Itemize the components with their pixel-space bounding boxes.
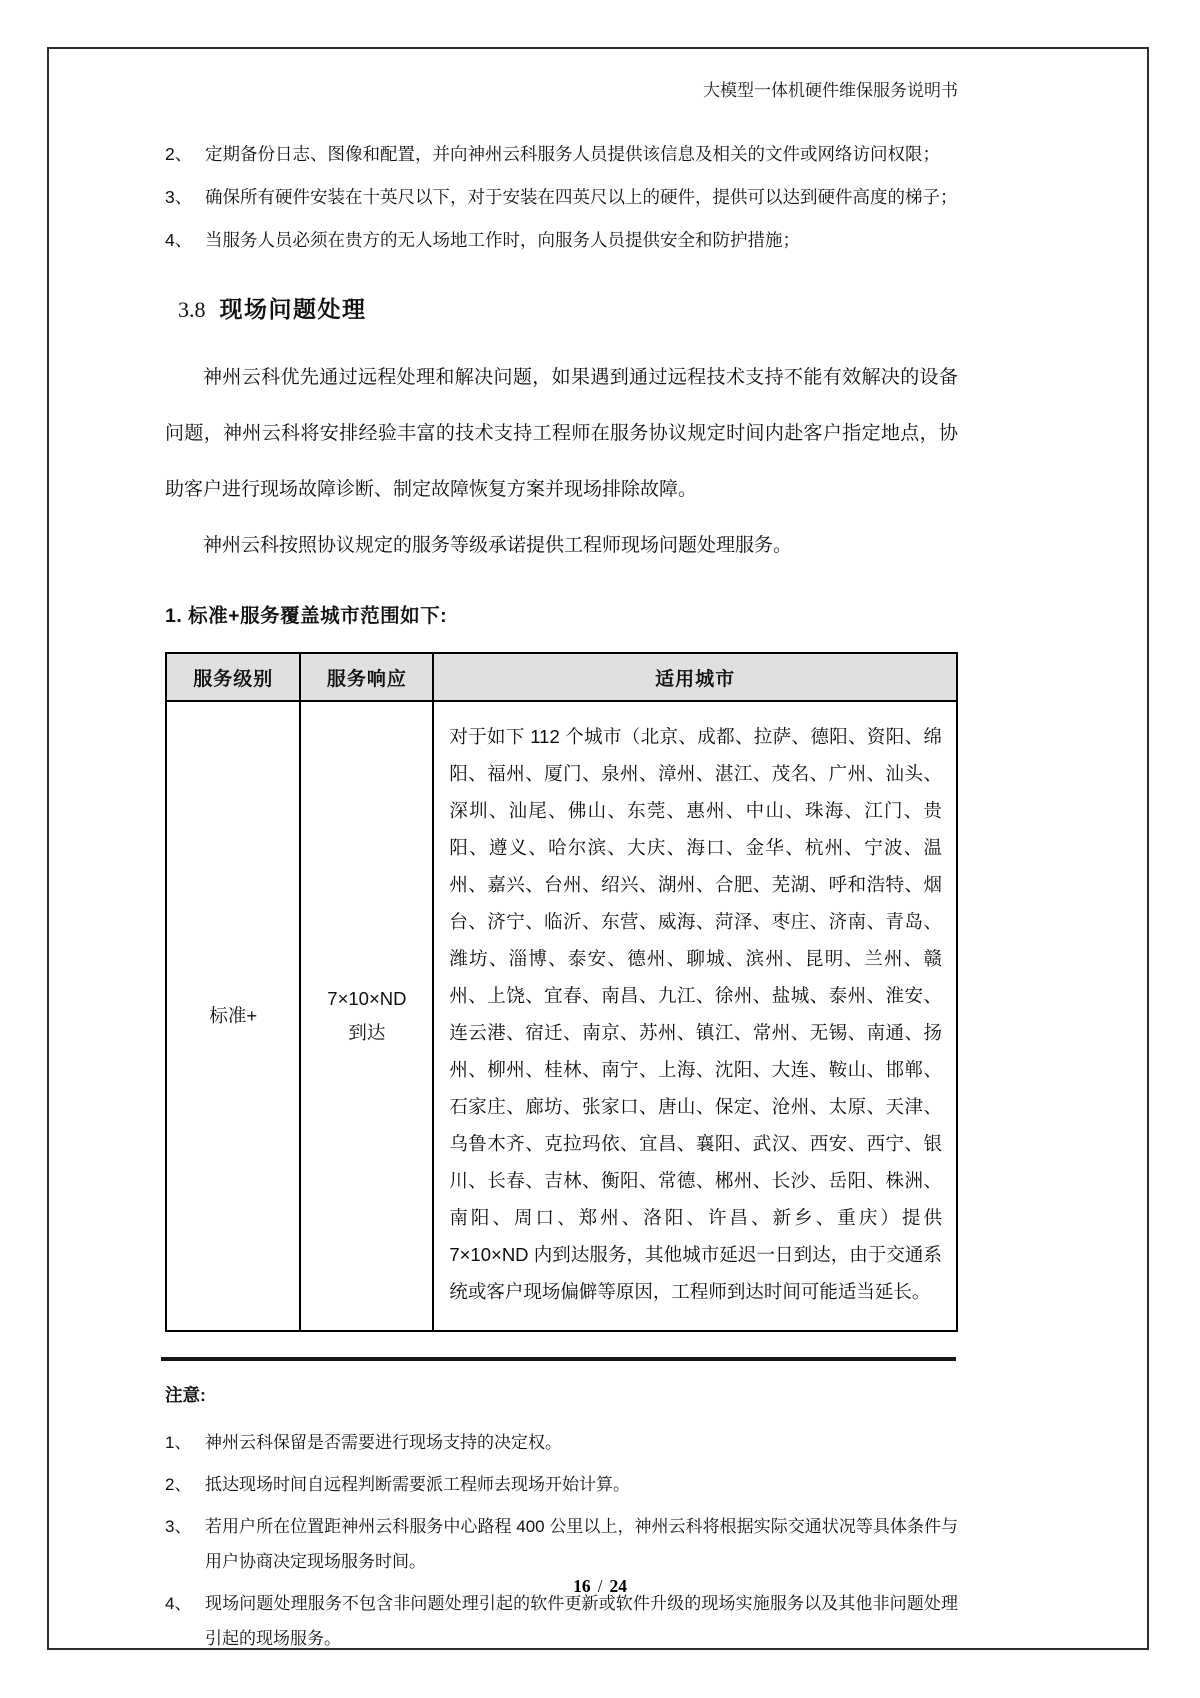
section-number: 3.8 (178, 297, 206, 322)
column-header-service-response: 服务响应 (300, 653, 433, 701)
table-row (166, 701, 957, 1331)
notes-label: 注意: (165, 1385, 206, 1405)
document-header-title: 大模型一体机硬件维保服务说明书 (703, 81, 958, 100)
section-title: 现场问题处理 (219, 296, 367, 322)
cell-service-response (300, 701, 433, 1331)
cell-service-level: 标准+ (166, 701, 300, 1331)
body-paragraph: 神州云科优先通过远程处理和解决问题，如果遇到通过远程技术支持不能有效解决的设备问题，神州云科将安排经验丰富的技术支持工程师在服务协议规定时间内赴客户指定地点，协助客户进行现场故障诊断、制定故障恢复方案并现场排除故障。 (165, 367, 958, 500)
list-item (165, 227, 958, 253)
list-item-text: 定期备份日志、图像和配置，并向神州云科服务人员提供该信息及相关的文件或网络访问权限； (205, 144, 940, 164)
list-item-number: 3、 (165, 187, 193, 207)
service-response-line2: 到达 (348, 1022, 386, 1043)
column-header-applicable-cities: 适用城市 (433, 653, 957, 701)
obligation-list (165, 141, 958, 253)
note-item-number: 3、 (165, 1517, 192, 1536)
page-content (165, 76, 958, 1663)
coverage-table (165, 652, 958, 1332)
note-item (165, 1509, 958, 1579)
page-footer (0, 1576, 1200, 1597)
note-item (165, 1425, 958, 1460)
cell-applicable-cities: 对于如下 112 个城市（北京、成都、拉萨、德阳、资阳、绵阳、福州、厦门、泉州、漳州、湛江、茂名、广州、汕头、深圳、汕尾、佛山、东莞、惠州、中山、珠海、江门、贵阳、遵义、哈尔滨、大庆、海口、金华、杭州、宁波、温州、嘉兴、台州、绍兴、湖州、合肥、芜湖、呼和浩特、烟台、济宁、临沂、东营、威海、菏泽、枣庄、济南、青岛、潍坊、淄博、泰安、德州、聊城、滨州、昆明、兰州、赣州、上饶、宜春、南昌、九江、徐州、盐城、泰州、淮安、连云港、宿迁、南京、苏州、镇江、常州、无锡、南通、扬州、柳州、桂林、南宁、上海、沈阳、大连、鞍山、邯郸、石家庄、廊坊、张家口、唐山、保定、沧州、太原、天津、乌鲁木齐、克拉玛依、宜昌、襄阳、武汉、西安、西宁、银川、长春、吉林、衡阳、常德、郴州、长沙、岳阳、株洲、南阳、周口、郑州、洛阳、许昌、新乡、重庆）提供 7×10×ND 内到达服务，其他城市延迟一日到达，由于交通系统或客户现场偏僻等原因，工程师到达时间可能适当延长。 (433, 701, 957, 1331)
list-item-number: 2、 (165, 144, 193, 164)
service-response-line1: 7×10×ND (327, 988, 407, 1009)
note-item-text: 抵达现场时间自远程判断需要派工程师去现场开始计算。 (205, 1475, 630, 1494)
note-item-text: 神州云科保留是否需要进行现场支持的决定权。 (205, 1433, 562, 1452)
list-item-text: 当服务人员必须在贵方的无人场地工作时，向服务人员提供安全和防护措施； (205, 230, 800, 250)
section-body (165, 350, 958, 574)
body-paragraph: 神州云科按照协议规定的服务等级承诺提供工程师现场问题处理服务。 (203, 535, 793, 556)
list-item (165, 141, 958, 167)
note-item-number: 2、 (165, 1475, 192, 1494)
note-item (165, 1467, 958, 1502)
page-number-separator: / (597, 1576, 603, 1596)
note-item-text: 若用户所在位置距神州云科服务中心路程 400 公里以上，神州云科将根据实际交通状况等具体条件与用户协商决定现场服务时间。 (205, 1517, 958, 1571)
notes-list (165, 1425, 958, 1656)
list-item-text: 确保所有硬件安装在十英尺以下，对于安装在四英尺以上的硬件，提供可以达到硬件高度的梯子； (205, 187, 958, 207)
section-heading (178, 291, 958, 324)
section-divider-rule (161, 1357, 956, 1361)
table-header-row (166, 653, 957, 701)
note-item-number: 1、 (165, 1433, 192, 1452)
current-page-number: 16 (573, 1576, 591, 1596)
total-page-count: 24 (609, 1576, 627, 1596)
list-item-number: 4、 (165, 230, 193, 250)
list-item (165, 184, 958, 210)
note-item-text: 现场问题处理服务不包含非问题处理引起的软件更新或软件升级的现场实施服务以及其他非问题处理引起的现场服务。 (205, 1594, 958, 1648)
note-item-number: 4、 (165, 1594, 192, 1613)
column-header-service-level: 服务级别 (166, 653, 300, 701)
coverage-heading: 1. 标准+服务覆盖城市范围如下: (165, 605, 448, 627)
